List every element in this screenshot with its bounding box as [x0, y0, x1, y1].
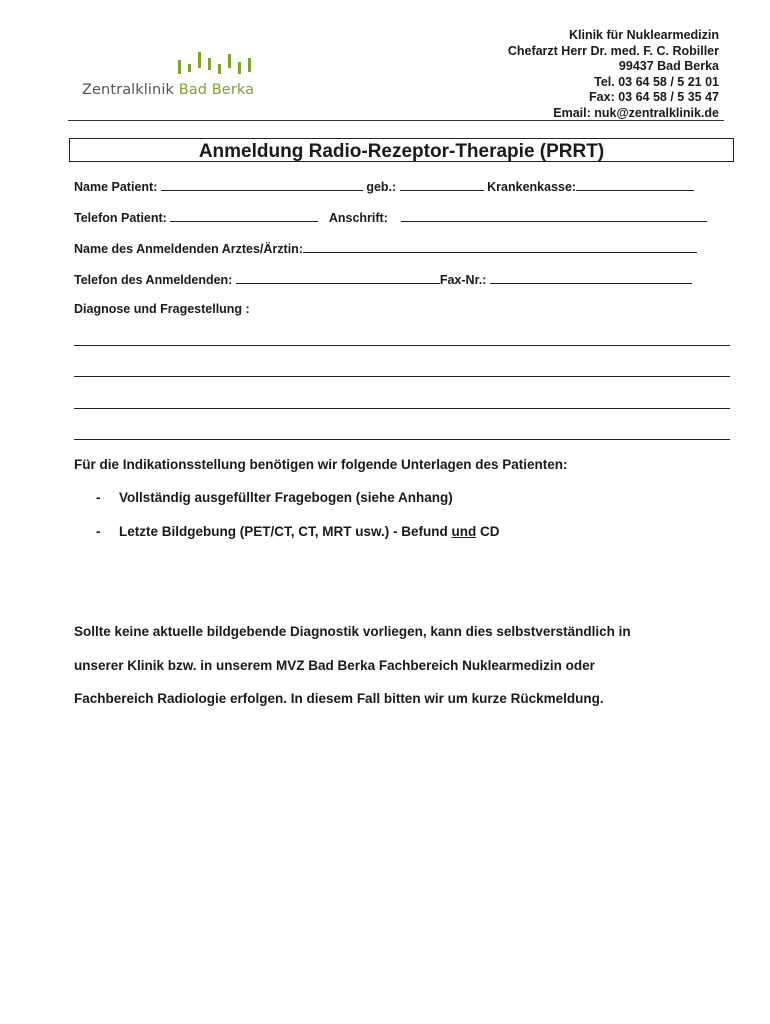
diagnose-line-4[interactable]: [74, 439, 730, 440]
label-fax: Fax-Nr.:: [439, 273, 487, 287]
note-line-3: Fachbereich Radiologie erfolgen. In diesem Fall bitten wir um kurze Rückmeldung.: [74, 691, 604, 706]
requirement-cd: CD: [480, 524, 500, 539]
header-divider: [68, 120, 724, 121]
bullet-dash: -: [96, 490, 101, 505]
form-title: Anmeldung Radio-Rezeptor-Therapie (PRRT): [69, 138, 734, 162]
label-telefon-patient: Telefon Patient:: [74, 211, 167, 225]
input-geb[interactable]: [400, 178, 484, 191]
label-geb: geb.:: [366, 180, 397, 194]
requirement-bildgebung: Letzte Bildgebung (PET/CT, CT, MRT usw.) - Befund: [119, 524, 448, 539]
row-arzt: [74, 240, 697, 256]
logo-bars-icon: [178, 50, 254, 78]
label-diagnose: Diagnose und Fragestellung :: [74, 302, 250, 316]
requirement-fragebogen: Vollständig ausgefüllter Fragebogen (siehe Anhang): [119, 490, 453, 505]
requirement-item: [96, 490, 453, 505]
requirement-item: [96, 524, 500, 539]
row-contact: [74, 209, 707, 225]
label-krankenkasse: Krankenkasse:: [487, 180, 577, 194]
bullet-dash: -: [96, 524, 101, 539]
input-krankenkasse[interactable]: [576, 178, 694, 191]
letterhead-address: [508, 28, 719, 122]
logo-wordmark: [82, 82, 254, 98]
input-telefon-patient[interactable]: [170, 209, 318, 222]
row-telefon-fax: [74, 271, 692, 287]
input-anschrift[interactable]: [401, 209, 707, 222]
diagnose-line-3[interactable]: [74, 408, 730, 409]
logo-text-part1: Zentralklinik: [82, 82, 174, 98]
clinic-logo: [82, 50, 262, 105]
diagnose-line-1[interactable]: [74, 345, 730, 346]
requirement-und: und: [451, 524, 477, 539]
label-name-arzt: Name des Anmeldenden Arztes/Ärztin:: [74, 242, 303, 256]
diagnose-line-2[interactable]: [74, 376, 730, 377]
requirements-heading: Für die Indikationsstellung benötigen wir folgende Unterlagen des Patienten:: [74, 457, 568, 472]
logo-text-part2: Bad Berka: [178, 82, 255, 98]
input-fax[interactable]: [490, 271, 692, 284]
letterhead-city: 99437 Bad Berka: [618, 59, 719, 74]
note-line-1: Sollte keine aktuelle bildgebende Diagnostik vorliegen, kann dies selbstverständlich in: [74, 624, 631, 639]
letterhead-department: Klinik für Nuklearmedizin: [568, 28, 719, 42]
letterhead-phone: Tel. 03 64 58 / 5 21 01: [594, 74, 719, 89]
note-line-2: unserer Klinik bzw. in unserem MVZ Bad Berka Fachbereich Nuklearmedizin oder: [74, 658, 595, 673]
input-name-patient[interactable]: [161, 178, 363, 191]
label-anschrift: Anschrift:: [328, 211, 388, 225]
label-telefon-anmeldenden: Telefon des Anmeldenden:: [74, 273, 233, 287]
letterhead-fax: Fax: 03 64 58 / 5 35 47: [589, 90, 719, 105]
row-patient: [74, 178, 694, 194]
input-telefon-anmeldenden[interactable]: [236, 271, 440, 284]
input-name-arzt[interactable]: [303, 240, 697, 253]
letterhead-email: Email: nuk@zentralklinik.de: [553, 105, 719, 120]
letterhead-chief: Chefarzt Herr Dr. med. F. C. Robiller: [507, 43, 719, 58]
label-name-patient: Name Patient:: [74, 180, 158, 194]
